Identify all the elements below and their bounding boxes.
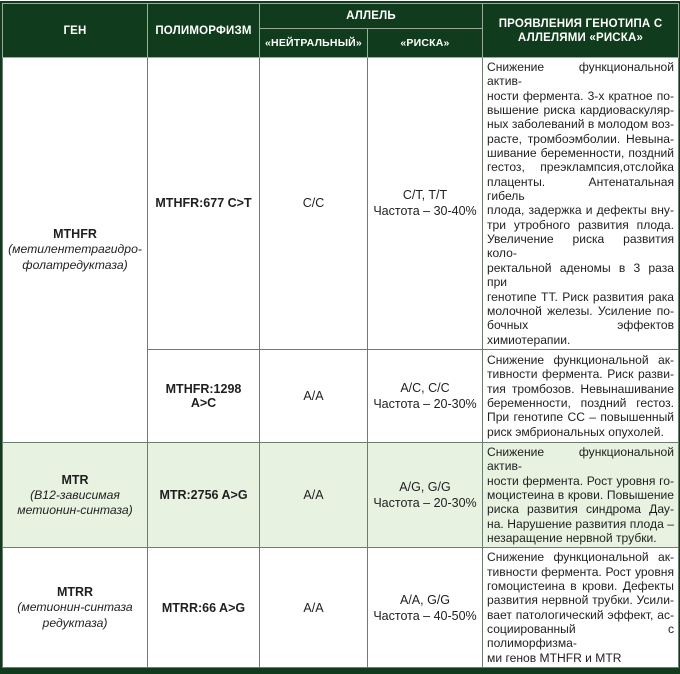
gene-subtitle: (метилентетрагидро- фолатредуктаза) xyxy=(8,242,142,272)
gene-subtitle: (метионин-синтаза редуктаза) xyxy=(17,600,133,630)
col-header-manifestations: ПРОЯВЛЕНИЯ ГЕНОТИПА С АЛЛЕЛЯМИ «РИСКА» xyxy=(483,4,679,58)
polymorphism-cell: MTRR:66 A>G xyxy=(148,548,260,668)
description-cell: Снижение функциональной ак- тивности фермента. Рост уровня гомоцистеина в крови. Дефекты развития нервной трубки. Усили- вает патологический эффект, ас- социированный с полиморфизма- ми генов MTHFR и MTR xyxy=(483,548,679,668)
col-header-allele: АЛЛЕЛЬ xyxy=(260,4,483,29)
gene-cell-mthfr xyxy=(3,58,148,443)
neutral-allele-cell: C/C xyxy=(260,58,368,350)
gene-subtitle: (В12-зависимая метионин-синтаза) xyxy=(17,487,133,518)
risk-allele-cell xyxy=(368,349,483,442)
description-cell: Снижение функциональной ак- тивности фермента. Риск разви- тия тромбозов. Невынашивание беременности, поздний гестоз. При генотипе СС – повышенный риск эмбриональных опухолей. xyxy=(483,349,679,442)
risk-frequency: Частота – 30-40% xyxy=(373,204,477,219)
gene-name: MTR xyxy=(61,472,89,487)
polymorphism-cell: MTR:2756 A>G xyxy=(148,442,260,547)
col-header-neutral-allele: «НЕЙТРАЛЬНЫЙ» xyxy=(260,29,368,58)
polymorphism-cell: MTHFR:1298 A>C xyxy=(148,349,260,442)
bottom-accent-bar xyxy=(0,668,680,674)
risk-alleles: A/A, G/G xyxy=(400,592,451,607)
neutral-allele-cell: A/A xyxy=(260,349,368,442)
risk-allele-cell xyxy=(368,442,483,547)
gene-cell-mtrr xyxy=(3,548,148,668)
risk-alleles: C/T, T/T xyxy=(402,188,448,203)
risk-alleles: A/G, G/G xyxy=(399,480,451,495)
row-mtrr-66 xyxy=(3,548,679,668)
description-cell: Снижение функциональной актив- ности фермента. Рост уровня го- моцистеина в крови. Повышение риска развития синдрома Дау- на. Нарушение развития плода – незаращение нервной трубки. xyxy=(483,442,679,547)
neutral-allele-cell: A/A xyxy=(260,548,368,668)
gene-table xyxy=(2,3,679,668)
risk-frequency: Частота – 20-30% xyxy=(373,396,477,411)
gene-cell-mtr xyxy=(3,442,148,547)
row-mthfr-677 xyxy=(3,58,679,350)
risk-frequency: Частота – 40-50% xyxy=(373,608,477,623)
header-row-top xyxy=(3,4,679,29)
polymorphism-cell: MTHFR:677 C>T xyxy=(148,58,260,350)
genetic-polymorphism-table xyxy=(0,1,680,668)
risk-alleles: A/C, C/C xyxy=(400,380,450,395)
row-mtr-2756 xyxy=(3,442,679,547)
description-cell: Снижение функциональной актив- ности фермента. 3-х кратное по- вышение риска кардиоваскуляр- ных заболеваний в молодом воз- расте, тромбоэмболии. Невына- шивание беременности, поздний гестоз, преэклампсия,отслойка плаценты. Антенатальная гибель плода, задержка и дефекты вну- три утробного развития плода. Увеличение риска развития коло- ректальной аденомы в 3 раза при генотипе ТТ. Риск развития рака молочной железы. Усиление по- бочных эффектов химиотерапии. xyxy=(483,58,679,350)
risk-frequency: Частота – 20-30% xyxy=(373,496,477,511)
risk-allele-cell xyxy=(368,548,483,668)
gene-name: MTHFR xyxy=(53,227,97,242)
risk-allele-cell xyxy=(368,58,483,350)
gene-name: MTRR xyxy=(56,585,94,600)
neutral-allele-cell: A/A xyxy=(260,442,368,547)
col-header-risk-allele: «РИСКА» xyxy=(368,29,483,58)
col-header-polymorphism: ПОЛИМОРФИЗМ xyxy=(148,4,260,58)
col-header-gene: ГЕН xyxy=(3,4,148,58)
